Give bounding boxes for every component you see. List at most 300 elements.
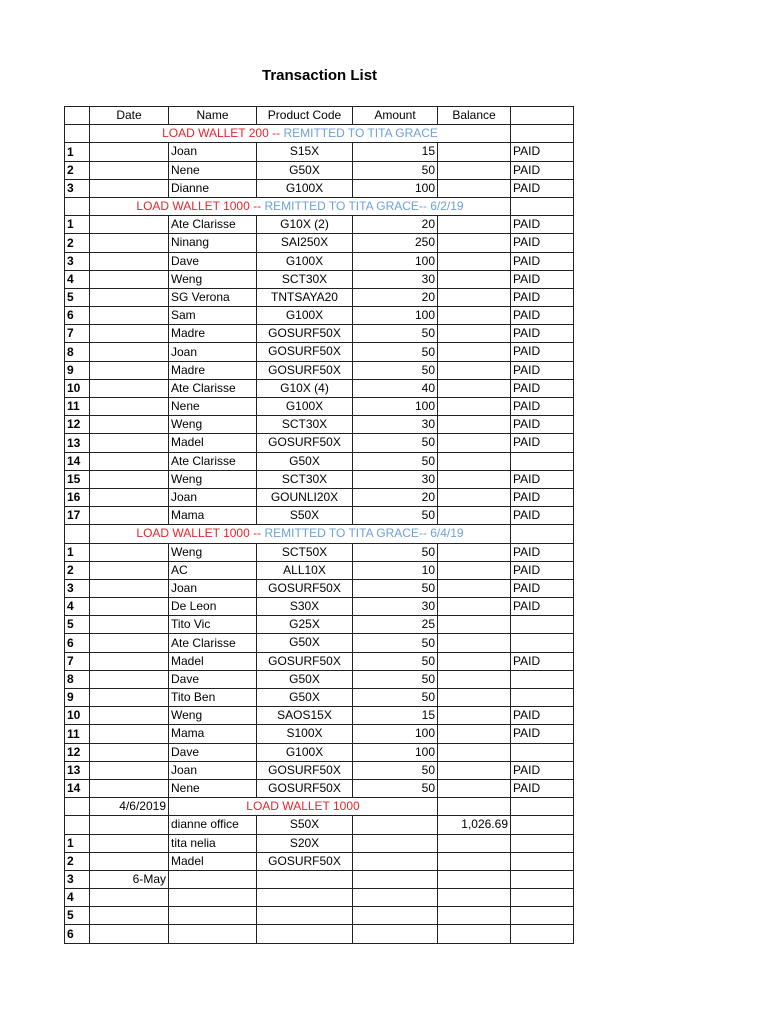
- amount-cell: 25: [353, 616, 438, 634]
- date-cell: [90, 616, 169, 634]
- status-cell: PAID: [511, 725, 574, 743]
- balance-cell: [438, 379, 511, 397]
- name-cell: Weng: [169, 270, 257, 288]
- name-cell: Joan: [169, 143, 257, 161]
- product-code-cell: G50X: [257, 452, 353, 470]
- status-cell: PAID: [511, 325, 574, 343]
- name-cell: [169, 870, 257, 888]
- row-number: [65, 125, 90, 143]
- balance-cell: [438, 743, 511, 761]
- balance-cell: [438, 288, 511, 306]
- balance-cell: [438, 161, 511, 179]
- row-number: 14: [65, 779, 90, 797]
- table-row: [65, 834, 574, 852]
- table-row: [65, 925, 574, 943]
- amount-cell: 50: [353, 652, 438, 670]
- table-row: [65, 889, 574, 907]
- table-row: [65, 689, 574, 707]
- amount-cell: 20: [353, 288, 438, 306]
- product-code-cell: [257, 925, 353, 943]
- status-cell: [511, 689, 574, 707]
- name-cell: Weng: [169, 543, 257, 561]
- product-code-cell: [257, 907, 353, 925]
- date-cell: [90, 598, 169, 616]
- row-number: 1: [65, 143, 90, 161]
- date-cell: [90, 834, 169, 852]
- row-number: 5: [65, 907, 90, 925]
- product-code-cell: G10X (4): [257, 379, 353, 397]
- date-cell: [90, 761, 169, 779]
- balance-cell: [438, 416, 511, 434]
- date-cell: [90, 434, 169, 452]
- table-row: [65, 779, 574, 797]
- product-code-cell: SAI250X: [257, 234, 353, 252]
- header-row: [65, 107, 574, 125]
- name-cell: Joan: [169, 579, 257, 597]
- row-number: 11: [65, 725, 90, 743]
- balance-cell: [438, 925, 511, 943]
- product-code-cell: SCT30X: [257, 416, 353, 434]
- header-cell: Balance: [438, 107, 511, 125]
- date-cell: [90, 398, 169, 416]
- row-number: 2: [65, 234, 90, 252]
- date-cell: [90, 361, 169, 379]
- status-cell: [511, 907, 574, 925]
- status-cell: [511, 125, 574, 143]
- product-code-cell: G100X: [257, 252, 353, 270]
- amount-cell: 100: [353, 743, 438, 761]
- balance-cell: [438, 725, 511, 743]
- status-cell: [511, 670, 574, 688]
- row-number: 1: [65, 543, 90, 561]
- balance-cell: [438, 598, 511, 616]
- status-cell: PAID: [511, 488, 574, 506]
- row-number: 9: [65, 361, 90, 379]
- section-title: [90, 197, 511, 215]
- amount-cell: 50: [353, 689, 438, 707]
- amount-cell: 100: [353, 252, 438, 270]
- status-cell: PAID: [511, 361, 574, 379]
- status-cell: [511, 852, 574, 870]
- row-number: 13: [65, 434, 90, 452]
- amount-cell: 50: [353, 670, 438, 688]
- row-number: 6: [65, 307, 90, 325]
- product-code-cell: GOSURF50X: [257, 434, 353, 452]
- product-code-cell: S15X: [257, 143, 353, 161]
- product-code-cell: S30X: [257, 598, 353, 616]
- date-cell: [90, 507, 169, 525]
- table-row: [65, 852, 574, 870]
- balance-cell: [438, 452, 511, 470]
- status-cell: [511, 634, 574, 652]
- balance-cell: [438, 488, 511, 506]
- name-cell: Dave: [169, 743, 257, 761]
- status-cell: [511, 870, 574, 888]
- product-code-cell: G100X: [257, 307, 353, 325]
- status-cell: PAID: [511, 143, 574, 161]
- balance-cell: [438, 779, 511, 797]
- section-date: 4/6/2019: [90, 798, 169, 816]
- product-code-cell: GOSURF50X: [257, 652, 353, 670]
- date-cell: [90, 907, 169, 925]
- section-title: [90, 125, 511, 143]
- date-cell: [90, 816, 169, 834]
- row-number: 7: [65, 325, 90, 343]
- balance-cell: [438, 143, 511, 161]
- name-cell: AC: [169, 561, 257, 579]
- amount-cell: 50: [353, 507, 438, 525]
- row-number: 9: [65, 689, 90, 707]
- amount-cell: [353, 834, 438, 852]
- table-row: [65, 216, 574, 234]
- status-cell: [511, 816, 574, 834]
- date-cell: [90, 452, 169, 470]
- name-cell: Dianne: [169, 179, 257, 197]
- section-header-row: [65, 125, 574, 143]
- row-number: 13: [65, 761, 90, 779]
- table-row: [65, 179, 574, 197]
- separator: --: [249, 199, 265, 214]
- amount-cell: 250: [353, 234, 438, 252]
- status-cell: [511, 743, 574, 761]
- row-number: 5: [65, 288, 90, 306]
- date-cell: [90, 925, 169, 943]
- name-cell: dianne office: [169, 816, 257, 834]
- date-cell: [90, 470, 169, 488]
- separator: --: [268, 126, 284, 141]
- table-row: [65, 434, 574, 452]
- amount-cell: 50: [353, 579, 438, 597]
- name-cell: Mama: [169, 507, 257, 525]
- balance-cell: [438, 543, 511, 561]
- date-cell: [90, 343, 169, 361]
- row-number: 3: [65, 579, 90, 597]
- product-code-cell: GOSURF50X: [257, 852, 353, 870]
- status-cell: PAID: [511, 416, 574, 434]
- status-cell: PAID: [511, 761, 574, 779]
- amount-cell: 100: [353, 725, 438, 743]
- date-cell: [90, 652, 169, 670]
- name-cell: Nene: [169, 398, 257, 416]
- status-cell: PAID: [511, 270, 574, 288]
- name-cell: Joan: [169, 488, 257, 506]
- table-row: [65, 743, 574, 761]
- balance-cell: [438, 470, 511, 488]
- amount-cell: 50: [353, 325, 438, 343]
- product-code-cell: G25X: [257, 616, 353, 634]
- amount-cell: 30: [353, 416, 438, 434]
- date-cell: [90, 488, 169, 506]
- product-code-cell: G50X: [257, 161, 353, 179]
- date-cell: [90, 743, 169, 761]
- product-code-cell: G50X: [257, 634, 353, 652]
- name-cell: Ate Clarisse: [169, 216, 257, 234]
- remitted-label: REMITTED TO TITA GRACE-- 6/2/19: [264, 199, 464, 214]
- name-cell: Nene: [169, 161, 257, 179]
- table-row: [65, 616, 574, 634]
- status-cell: PAID: [511, 307, 574, 325]
- date-cell: [90, 579, 169, 597]
- balance-cell: [438, 343, 511, 361]
- product-code-cell: GOSURF50X: [257, 343, 353, 361]
- product-code-cell: GOSURF50X: [257, 579, 353, 597]
- balance-cell: [438, 616, 511, 634]
- date-cell: [90, 288, 169, 306]
- product-code-cell: G100X: [257, 398, 353, 416]
- table-row: [65, 270, 574, 288]
- amount-cell: 50: [353, 452, 438, 470]
- row-number: [65, 525, 90, 543]
- status-cell: PAID: [511, 598, 574, 616]
- status-cell: PAID: [511, 507, 574, 525]
- date-cell: [90, 707, 169, 725]
- status-cell: PAID: [511, 179, 574, 197]
- status-cell: PAID: [511, 579, 574, 597]
- product-code-cell: TNTSAYA20: [257, 288, 353, 306]
- header-cell: Name: [169, 107, 257, 125]
- product-code-cell: GOSURF50X: [257, 761, 353, 779]
- amount-cell: [353, 870, 438, 888]
- header-cell: [511, 107, 574, 125]
- table-row: [65, 143, 574, 161]
- date-cell: [90, 307, 169, 325]
- row-number: 3: [65, 252, 90, 270]
- product-code-cell: SCT30X: [257, 270, 353, 288]
- amount-cell: [353, 925, 438, 943]
- status-cell: [511, 889, 574, 907]
- date-cell: [90, 270, 169, 288]
- name-cell: Dave: [169, 670, 257, 688]
- amount-cell: 50: [353, 343, 438, 361]
- product-code-cell: [257, 870, 353, 888]
- name-cell: tita nelia: [169, 834, 257, 852]
- row-number: 2: [65, 161, 90, 179]
- row-number: 8: [65, 670, 90, 688]
- date-cell: [90, 779, 169, 797]
- load-wallet-label: LOAD WALLET 1000: [136, 526, 250, 541]
- date-cell: 6-May: [90, 870, 169, 888]
- status-cell: [511, 798, 574, 816]
- row-number: 2: [65, 561, 90, 579]
- table-row: [65, 598, 574, 616]
- table-row: [65, 652, 574, 670]
- row-number: 17: [65, 507, 90, 525]
- status-cell: PAID: [511, 216, 574, 234]
- row-number: 16: [65, 488, 90, 506]
- status-cell: PAID: [511, 252, 574, 270]
- row-number: 6: [65, 634, 90, 652]
- balance-cell: [438, 434, 511, 452]
- product-code-cell: G10X (2): [257, 216, 353, 234]
- name-cell: Madel: [169, 652, 257, 670]
- balance-cell: [438, 634, 511, 652]
- balance-cell: [438, 852, 511, 870]
- name-cell: Nene: [169, 779, 257, 797]
- separator: --: [249, 526, 265, 541]
- status-cell: [511, 834, 574, 852]
- product-code-cell: G50X: [257, 689, 353, 707]
- row-number: 12: [65, 743, 90, 761]
- load-wallet-label: LOAD WALLET 200: [162, 126, 269, 141]
- table-row: [65, 379, 574, 397]
- table-row: [65, 488, 574, 506]
- balance-cell: [438, 252, 511, 270]
- header-cell: [65, 107, 90, 125]
- row-number: 15: [65, 470, 90, 488]
- row-number: 2: [65, 852, 90, 870]
- status-cell: [511, 197, 574, 215]
- date-cell: [90, 561, 169, 579]
- date-cell: [90, 634, 169, 652]
- amount-cell: 50: [353, 361, 438, 379]
- product-code-cell: SCT30X: [257, 470, 353, 488]
- table-row: [65, 161, 574, 179]
- amount-cell: 15: [353, 143, 438, 161]
- row-number: 5: [65, 616, 90, 634]
- status-cell: PAID: [511, 288, 574, 306]
- table-row: [65, 252, 574, 270]
- balance-cell: [438, 889, 511, 907]
- header-cell: Product Code: [257, 107, 353, 125]
- table-row: [65, 507, 574, 525]
- load-wallet-label: LOAD WALLET 1000: [136, 199, 250, 214]
- table-row: [65, 234, 574, 252]
- balance-cell: [438, 179, 511, 197]
- table-row: [65, 725, 574, 743]
- balance-cell: [438, 652, 511, 670]
- balance-cell: [438, 579, 511, 597]
- product-code-cell: SAOS15X: [257, 707, 353, 725]
- row-number: 14: [65, 452, 90, 470]
- balance-cell: 1,026.69: [438, 816, 511, 834]
- amount-cell: 30: [353, 598, 438, 616]
- name-cell: Weng: [169, 416, 257, 434]
- name-cell: Madel: [169, 852, 257, 870]
- table-row: [65, 634, 574, 652]
- remitted-label: REMITTED TO TITA GRACE-- 6/4/19: [264, 526, 464, 541]
- table-row: [65, 561, 574, 579]
- date-cell: [90, 252, 169, 270]
- balance-cell: [438, 561, 511, 579]
- status-cell: PAID: [511, 234, 574, 252]
- balance-cell: [438, 907, 511, 925]
- name-cell: Ate Clarisse: [169, 452, 257, 470]
- status-cell: PAID: [511, 707, 574, 725]
- product-code-cell: S50X: [257, 507, 353, 525]
- balance-cell: [438, 798, 511, 816]
- date-cell: [90, 725, 169, 743]
- amount-cell: 50: [353, 543, 438, 561]
- date-cell: [90, 852, 169, 870]
- amount-cell: 50: [353, 161, 438, 179]
- balance-cell: [438, 689, 511, 707]
- status-cell: PAID: [511, 161, 574, 179]
- product-code-cell: G50X: [257, 670, 353, 688]
- transaction-body: [65, 125, 574, 943]
- product-code-cell: S20X: [257, 834, 353, 852]
- row-number: 3: [65, 179, 90, 197]
- balance-cell: [438, 707, 511, 725]
- row-number: [65, 197, 90, 215]
- amount-cell: [353, 889, 438, 907]
- product-code-cell: G100X: [257, 743, 353, 761]
- name-cell: [169, 925, 257, 943]
- table-row: [65, 416, 574, 434]
- date-cell: [90, 543, 169, 561]
- name-cell: Mama: [169, 725, 257, 743]
- balance-cell: [438, 307, 511, 325]
- row-number: 1: [65, 216, 90, 234]
- load-wallet-label: LOAD WALLET 1000: [246, 799, 360, 814]
- product-code-cell: [257, 889, 353, 907]
- table-row: [65, 907, 574, 925]
- table-row: [65, 761, 574, 779]
- status-cell: PAID: [511, 434, 574, 452]
- name-cell: Ate Clarisse: [169, 379, 257, 397]
- date-cell: [90, 670, 169, 688]
- row-number: 6: [65, 925, 90, 943]
- section-header-row: [65, 798, 574, 816]
- table-row: [65, 343, 574, 361]
- amount-cell: 50: [353, 779, 438, 797]
- name-cell: Joan: [169, 343, 257, 361]
- name-cell: Tito Ben: [169, 689, 257, 707]
- name-cell: [169, 907, 257, 925]
- section-title: [169, 798, 438, 816]
- name-cell: Joan: [169, 761, 257, 779]
- amount-cell: 50: [353, 634, 438, 652]
- name-cell: Weng: [169, 470, 257, 488]
- balance-cell: [438, 870, 511, 888]
- row-number: 4: [65, 270, 90, 288]
- name-cell: SG Verona: [169, 288, 257, 306]
- row-number: 12: [65, 416, 90, 434]
- table-row: [65, 398, 574, 416]
- row-number: 4: [65, 598, 90, 616]
- row-number: 7: [65, 652, 90, 670]
- status-cell: [511, 525, 574, 543]
- status-cell: PAID: [511, 470, 574, 488]
- amount-cell: 20: [353, 488, 438, 506]
- table-row: [65, 670, 574, 688]
- table-row: [65, 543, 574, 561]
- table-row: [65, 816, 574, 834]
- name-cell: Madre: [169, 325, 257, 343]
- product-code-cell: GOSURF50X: [257, 779, 353, 797]
- table-row: [65, 870, 574, 888]
- name-cell: Dave: [169, 252, 257, 270]
- row-number: 4: [65, 889, 90, 907]
- status-cell: PAID: [511, 379, 574, 397]
- status-cell: PAID: [511, 343, 574, 361]
- name-cell: [169, 889, 257, 907]
- row-number: [65, 816, 90, 834]
- amount-cell: 30: [353, 270, 438, 288]
- amount-cell: 100: [353, 179, 438, 197]
- status-cell: PAID: [511, 561, 574, 579]
- row-number: 1: [65, 834, 90, 852]
- date-cell: [90, 161, 169, 179]
- date-cell: [90, 416, 169, 434]
- product-code-cell: S50X: [257, 816, 353, 834]
- table-row: [65, 470, 574, 488]
- product-code-cell: SCT50X: [257, 543, 353, 561]
- status-cell: PAID: [511, 652, 574, 670]
- status-cell: [511, 452, 574, 470]
- amount-cell: 40: [353, 379, 438, 397]
- table-row: [65, 579, 574, 597]
- status-cell: [511, 925, 574, 943]
